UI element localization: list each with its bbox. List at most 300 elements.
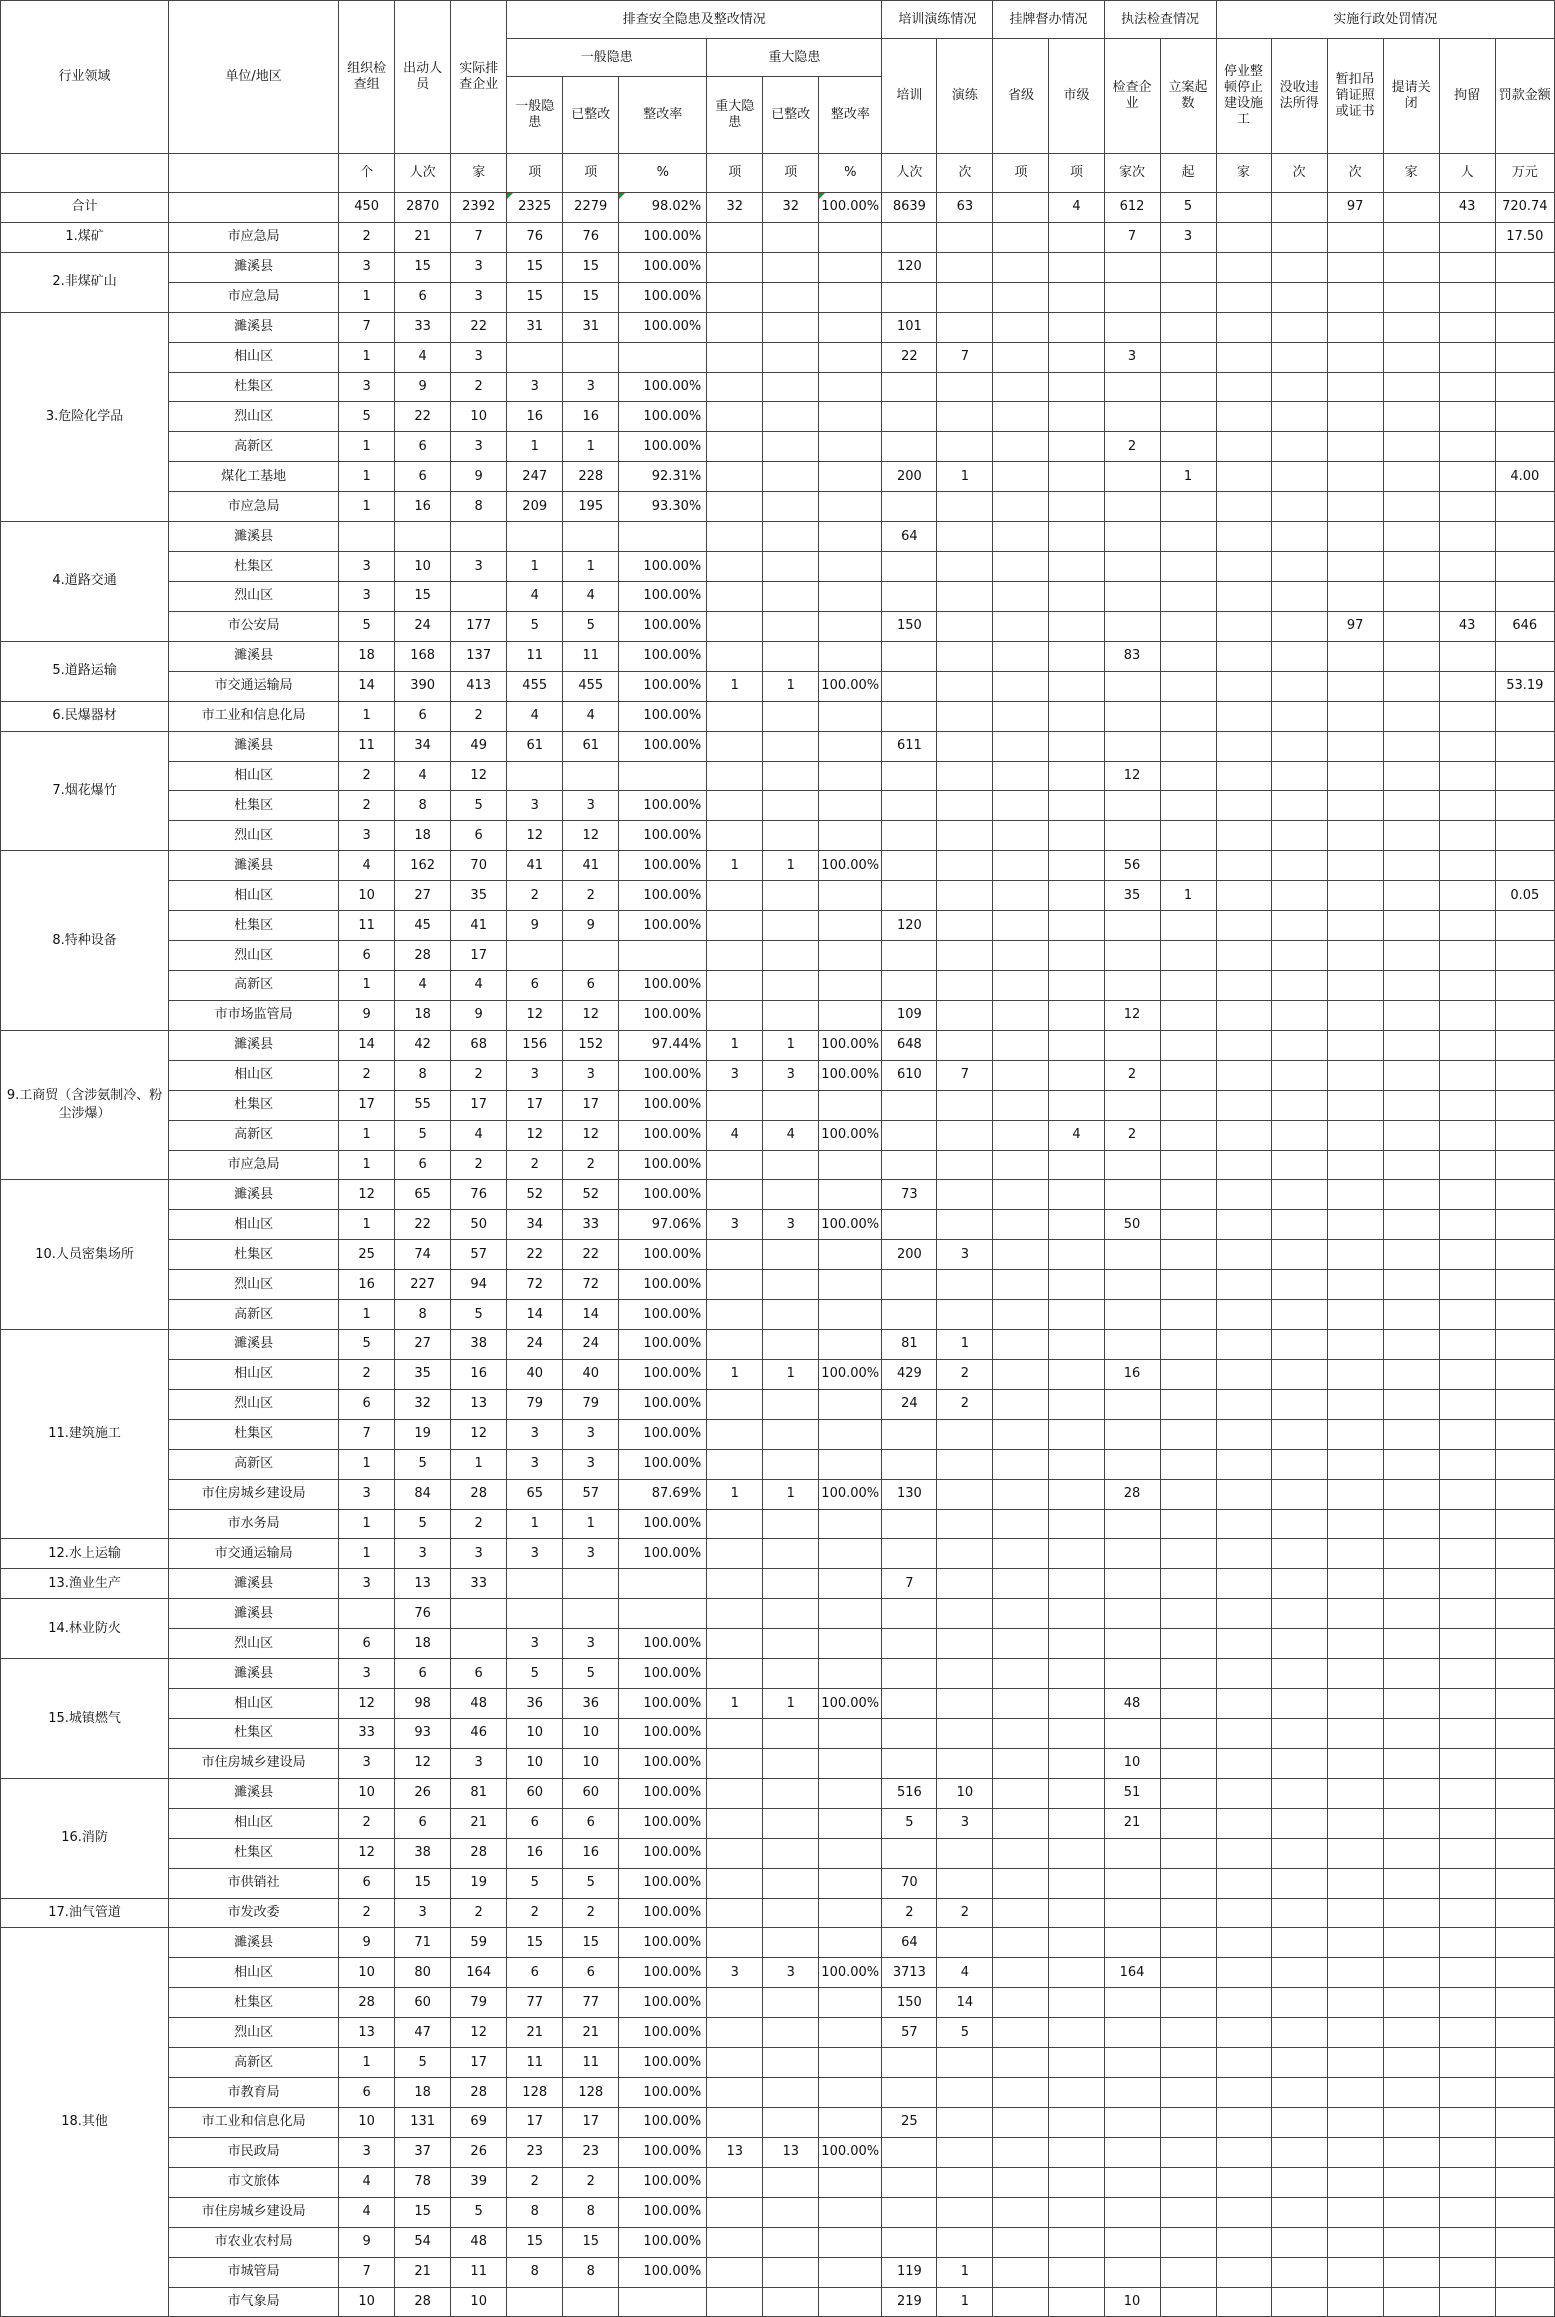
value-cell: 21 (395, 222, 451, 252)
value-cell: 100.00% (619, 611, 707, 641)
value-cell (1271, 731, 1327, 761)
value-cell (707, 911, 763, 941)
value-cell: 4 (707, 1120, 763, 1150)
table-row (1, 1539, 1555, 1569)
value-cell (1049, 1180, 1104, 1210)
value-cell (1327, 1240, 1383, 1270)
value-cell (1104, 2078, 1160, 2108)
value-cell (507, 2287, 563, 2317)
value-cell (1495, 282, 1554, 312)
value-cell (1216, 252, 1271, 282)
value-cell (1327, 731, 1383, 761)
value-cell (819, 1389, 882, 1419)
value-cell: 14 (339, 671, 395, 701)
value-cell: 100.00% (819, 1210, 882, 1240)
value-cell (1271, 821, 1327, 851)
value-cell: 3 (451, 342, 507, 372)
value-cell: 2 (507, 2167, 563, 2197)
value-cell (1160, 791, 1216, 821)
value-cell: 100.00% (619, 1719, 707, 1749)
value-cell: 1 (763, 851, 819, 881)
industry-cell: 18.其他 (1, 1928, 169, 2317)
value-cell: 15 (563, 252, 619, 282)
value-cell: 5 (395, 1120, 451, 1150)
value-cell (993, 1808, 1049, 1838)
value-cell (819, 941, 882, 971)
value-cell (1439, 2137, 1495, 2167)
value-cell: 14 (507, 1300, 563, 1330)
value-cell: 15 (395, 252, 451, 282)
value-cell (1439, 2257, 1495, 2287)
value-cell: 100.00% (619, 1808, 707, 1838)
value-cell (1495, 342, 1554, 372)
value-cell (1439, 1838, 1495, 1868)
value-cell (993, 1719, 1049, 1749)
value-cell: 4 (507, 701, 563, 731)
value-cell (937, 1838, 993, 1868)
value-cell (1160, 2048, 1216, 2078)
value-cell (1216, 911, 1271, 941)
value-cell: 17 (451, 2048, 507, 2078)
value-cell (937, 492, 993, 522)
table-row (1, 2257, 1555, 2287)
value-cell: 195 (563, 492, 619, 522)
value-cell (819, 2227, 882, 2257)
value-cell (1383, 2197, 1439, 2227)
value-cell (937, 1419, 993, 1449)
unit-cell: 市供销社 (169, 1868, 339, 1898)
value-cell (1216, 970, 1271, 1000)
value-cell (1383, 1479, 1439, 1509)
value-cell (1104, 252, 1160, 282)
value-cell (1271, 911, 1327, 941)
value-cell (1216, 791, 1271, 821)
unit-cell: 濉溪县 (169, 1599, 339, 1629)
unit-label: 万元 (1495, 154, 1554, 193)
value-cell (1439, 2018, 1495, 2048)
value-cell (1439, 1449, 1495, 1479)
value-cell (819, 402, 882, 432)
value-cell: 413 (451, 671, 507, 701)
value-cell: 15 (563, 282, 619, 312)
industry-cell: 11.建筑施工 (1, 1330, 169, 1539)
value-cell: 3 (451, 432, 507, 462)
value-cell (993, 701, 1049, 731)
value-cell: 2 (507, 1150, 563, 1180)
value-cell: 24 (507, 1330, 563, 1360)
table-row (1, 1000, 1555, 1030)
value-cell (1160, 1778, 1216, 1808)
value-cell: 19 (451, 1868, 507, 1898)
value-cell: 3 (339, 1479, 395, 1509)
value-cell: 100.00% (819, 1060, 882, 1090)
value-cell: 7 (1104, 222, 1160, 252)
value-cell: 6 (507, 970, 563, 1000)
value-cell: 47 (395, 2018, 451, 2048)
value-cell (1049, 252, 1104, 282)
value-cell: 18 (395, 821, 451, 851)
value-cell: 6 (451, 1659, 507, 1689)
value-cell (937, 1120, 993, 1150)
value-cell (707, 2078, 763, 2108)
unit-cell: 煤化工基地 (169, 462, 339, 492)
value-cell (763, 611, 819, 641)
value-cell (1327, 1300, 1383, 1330)
value-cell: 26 (395, 1778, 451, 1808)
value-cell (1271, 462, 1327, 492)
value-cell (1104, 2257, 1160, 2287)
value-cell: 9 (339, 1928, 395, 1958)
value-cell: 3 (563, 1060, 619, 1090)
value-cell (1271, 522, 1327, 552)
value-cell (1327, 2018, 1383, 2048)
value-cell: 46 (451, 1719, 507, 1749)
value-cell (1104, 2227, 1160, 2257)
value-cell (707, 222, 763, 252)
value-cell (707, 2048, 763, 2078)
value-cell (1049, 462, 1104, 492)
value-cell (1271, 1300, 1327, 1330)
header-enforcement-group: 执法检查情况 (1104, 1, 1216, 39)
total-cell (1216, 193, 1271, 223)
value-cell (993, 1359, 1049, 1389)
value-cell: 6 (395, 1150, 451, 1180)
value-cell (819, 1150, 882, 1180)
value-cell (1271, 1808, 1327, 1838)
value-cell (1271, 1599, 1327, 1629)
value-cell (1216, 2257, 1271, 2287)
value-cell: 12 (563, 821, 619, 851)
value-cell (707, 462, 763, 492)
value-cell: 100.00% (619, 1090, 707, 1120)
value-cell: 1 (339, 1120, 395, 1150)
unit-cell: 烈山区 (169, 2018, 339, 2048)
value-cell (619, 1569, 707, 1599)
value-cell (1327, 2287, 1383, 2317)
value-cell: 15 (507, 2227, 563, 2257)
header-general-count: 一般隐患 (507, 77, 563, 154)
value-cell (1439, 821, 1495, 851)
value-cell (937, 701, 993, 731)
value-cell (1216, 312, 1271, 342)
value-cell (1216, 402, 1271, 432)
value-cell: 5 (563, 611, 619, 641)
value-cell (1216, 1808, 1271, 1838)
value-cell: 16 (507, 402, 563, 432)
value-cell: 71 (395, 1928, 451, 1958)
total-cell (1383, 193, 1439, 223)
value-cell (1160, 851, 1216, 881)
value-cell: 9 (451, 462, 507, 492)
value-cell (1049, 222, 1104, 252)
value-cell (1160, 1838, 1216, 1868)
value-cell (1439, 1180, 1495, 1210)
value-cell (451, 522, 507, 552)
value-cell (1104, 1988, 1160, 2018)
value-cell: 0.05 (1495, 881, 1554, 911)
value-cell (707, 1778, 763, 1808)
value-cell (1383, 791, 1439, 821)
value-cell (882, 1150, 937, 1180)
value-cell: 28 (451, 2078, 507, 2108)
value-cell: 3 (339, 1659, 395, 1689)
value-cell (707, 1270, 763, 1300)
value-cell (819, 1629, 882, 1659)
table-row (1, 1419, 1555, 1449)
value-cell (1327, 1928, 1383, 1958)
value-cell: 13 (451, 1389, 507, 1419)
value-cell (1327, 1030, 1383, 1060)
value-cell (763, 1330, 819, 1360)
value-cell: 10 (507, 1719, 563, 1749)
table-row (1, 1599, 1555, 1629)
value-cell: 100.00% (619, 1000, 707, 1030)
value-cell: 6 (507, 1958, 563, 1988)
value-cell (1160, 2108, 1216, 2138)
value-cell (1383, 1689, 1439, 1719)
value-cell (1216, 2018, 1271, 2048)
value-cell: 1 (339, 970, 395, 1000)
value-cell (1104, 791, 1160, 821)
value-cell: 100.00% (619, 881, 707, 911)
value-cell (937, 1270, 993, 1300)
value-cell (882, 2048, 937, 2078)
value-cell (819, 1000, 882, 1030)
value-cell (937, 2167, 993, 2197)
value-cell (1160, 1180, 1216, 1210)
value-cell (763, 1659, 819, 1689)
value-cell (707, 761, 763, 791)
value-cell (707, 701, 763, 731)
value-cell (1271, 252, 1327, 282)
value-cell (763, 581, 819, 611)
value-cell (1495, 1599, 1554, 1629)
value-cell (763, 1090, 819, 1120)
value-cell (1271, 1210, 1327, 1240)
value-cell (1327, 2108, 1383, 2138)
value-cell (1049, 1300, 1104, 1330)
header-penalty-group: 实施行政处罚情况 (1216, 1, 1554, 39)
value-cell: 100.00% (619, 731, 707, 761)
value-cell: 100.00% (619, 2197, 707, 2227)
value-cell (1271, 1150, 1327, 1180)
unit-cell: 杜集区 (169, 1838, 339, 1868)
value-cell (1327, 1359, 1383, 1389)
value-cell (563, 522, 619, 552)
value-cell (763, 222, 819, 252)
value-cell (993, 252, 1049, 282)
table-row (1, 1748, 1555, 1778)
table-row (1, 1509, 1555, 1539)
unit-cell: 烈山区 (169, 941, 339, 971)
value-cell: 5 (563, 1659, 619, 1689)
value-cell (1216, 2167, 1271, 2197)
value-cell: 1 (339, 1300, 395, 1330)
value-cell: 100.00% (819, 1689, 882, 1719)
value-cell (1439, 671, 1495, 701)
value-cell: 177 (451, 611, 507, 641)
value-cell (937, 1659, 993, 1689)
value-cell: 12 (507, 821, 563, 851)
value-cell (819, 1419, 882, 1449)
table-row (1, 1928, 1555, 1958)
value-cell (937, 761, 993, 791)
value-cell (1160, 1210, 1216, 1240)
value-cell: 120 (882, 911, 937, 941)
value-cell (1216, 1150, 1271, 1180)
value-cell: 13 (707, 2137, 763, 2167)
value-cell (1383, 1599, 1439, 1629)
value-cell (1495, 941, 1554, 971)
value-cell (707, 2197, 763, 2227)
value-cell: 3 (763, 1958, 819, 1988)
value-cell (1049, 2287, 1104, 2317)
value-cell: 1 (507, 1509, 563, 1539)
value-cell (1271, 761, 1327, 791)
value-cell: 3 (339, 552, 395, 582)
value-cell: 33 (451, 1569, 507, 1599)
value-cell (1160, 552, 1216, 582)
value-cell (1495, 432, 1554, 462)
industry-cell: 9.工商贸（含涉氨制冷、粉尘涉爆） (1, 1030, 169, 1180)
header-inspected: 检查企业 (1104, 39, 1160, 154)
value-cell: 15 (507, 282, 563, 312)
value-cell (1160, 1569, 1216, 1599)
value-cell (507, 941, 563, 971)
value-cell (882, 1689, 937, 1719)
value-cell (1160, 1988, 1216, 2018)
value-cell (1216, 1210, 1271, 1240)
value-cell (763, 881, 819, 911)
value-cell (1383, 1958, 1439, 1988)
value-cell (1495, 1300, 1554, 1330)
value-cell (1271, 1868, 1327, 1898)
value-cell (819, 701, 882, 731)
value-cell (882, 402, 937, 432)
table-row (1, 2287, 1555, 2317)
value-cell (993, 2048, 1049, 2078)
value-cell: 48 (1104, 1689, 1160, 1719)
value-cell: 9 (339, 1000, 395, 1030)
value-cell (937, 881, 993, 911)
value-cell: 97.06% (619, 1210, 707, 1240)
value-cell (1160, 1389, 1216, 1419)
value-cell (507, 761, 563, 791)
value-cell: 10 (1104, 1748, 1160, 1778)
value-cell (707, 1449, 763, 1479)
value-cell (1439, 2108, 1495, 2138)
value-cell: 52 (507, 1180, 563, 1210)
table-row (1, 1569, 1555, 1599)
unit-cell: 相山区 (169, 1060, 339, 1090)
value-cell (993, 641, 1049, 671)
value-cell (993, 1330, 1049, 1360)
value-cell (1383, 1928, 1439, 1958)
value-cell: 9 (563, 911, 619, 941)
value-cell: 13 (339, 2018, 395, 2048)
unit-label: 项 (563, 154, 619, 193)
value-cell (1216, 1120, 1271, 1150)
value-cell (819, 522, 882, 552)
value-cell: 100.00% (619, 1240, 707, 1270)
value-cell (1049, 2197, 1104, 2227)
value-cell (1049, 2227, 1104, 2257)
value-cell (819, 791, 882, 821)
unit-cell: 杜集区 (169, 1090, 339, 1120)
value-cell (882, 941, 937, 971)
value-cell: 1 (339, 432, 395, 462)
value-cell (619, 941, 707, 971)
unit-cell: 烈山区 (169, 1629, 339, 1659)
unit-cell: 市农业农村局 (169, 2227, 339, 2257)
value-cell: 1 (937, 2257, 993, 2287)
value-cell: 1 (563, 432, 619, 462)
value-cell: 16 (395, 492, 451, 522)
unit-cell: 濉溪县 (169, 1180, 339, 1210)
value-cell: 12 (1104, 1000, 1160, 1030)
value-cell (1327, 791, 1383, 821)
value-cell (937, 1000, 993, 1030)
value-cell (1439, 1868, 1495, 1898)
header-city: 市级 (1049, 39, 1104, 154)
value-cell (1383, 851, 1439, 881)
value-cell: 21 (563, 2018, 619, 2048)
value-cell: 152 (563, 1030, 619, 1060)
value-cell (1216, 1778, 1271, 1808)
value-cell (1495, 1719, 1554, 1749)
value-cell (1383, 2018, 1439, 2048)
value-cell (1271, 1719, 1327, 1749)
value-cell (1104, 552, 1160, 582)
value-cell (1439, 1629, 1495, 1659)
value-cell (1495, 1000, 1554, 1030)
value-cell: 50 (451, 1210, 507, 1240)
value-cell (937, 1300, 993, 1330)
value-cell (937, 671, 993, 701)
value-cell (1104, 1569, 1160, 1599)
value-cell (937, 2197, 993, 2227)
value-cell (937, 1479, 993, 1509)
value-cell (1495, 2227, 1554, 2257)
value-cell (993, 1659, 1049, 1689)
value-cell (1439, 1090, 1495, 1120)
value-cell (882, 821, 937, 851)
value-cell (1383, 671, 1439, 701)
value-cell: 100.00% (619, 1868, 707, 1898)
value-cell (1104, 1659, 1160, 1689)
unit-cell: 烈山区 (169, 1270, 339, 1300)
value-cell (1216, 1180, 1271, 1210)
value-cell (1495, 522, 1554, 552)
value-cell (1271, 1389, 1327, 1419)
value-cell (1495, 1120, 1554, 1150)
value-cell (1049, 761, 1104, 791)
table-row (1, 1180, 1555, 1210)
value-cell (1383, 552, 1439, 582)
value-cell: 2 (339, 1060, 395, 1090)
value-cell (707, 1330, 763, 1360)
value-cell (763, 2018, 819, 2048)
table-row (1, 1988, 1555, 2018)
value-cell: 76 (395, 1599, 451, 1629)
value-cell (1495, 1958, 1554, 1988)
value-cell: 100.00% (619, 1150, 707, 1180)
value-cell (882, 761, 937, 791)
value-cell (819, 372, 882, 402)
value-cell: 3 (507, 1539, 563, 1569)
value-cell (1049, 1330, 1104, 1360)
header-revoke: 暂扣吊销证照或证书 (1327, 39, 1383, 154)
